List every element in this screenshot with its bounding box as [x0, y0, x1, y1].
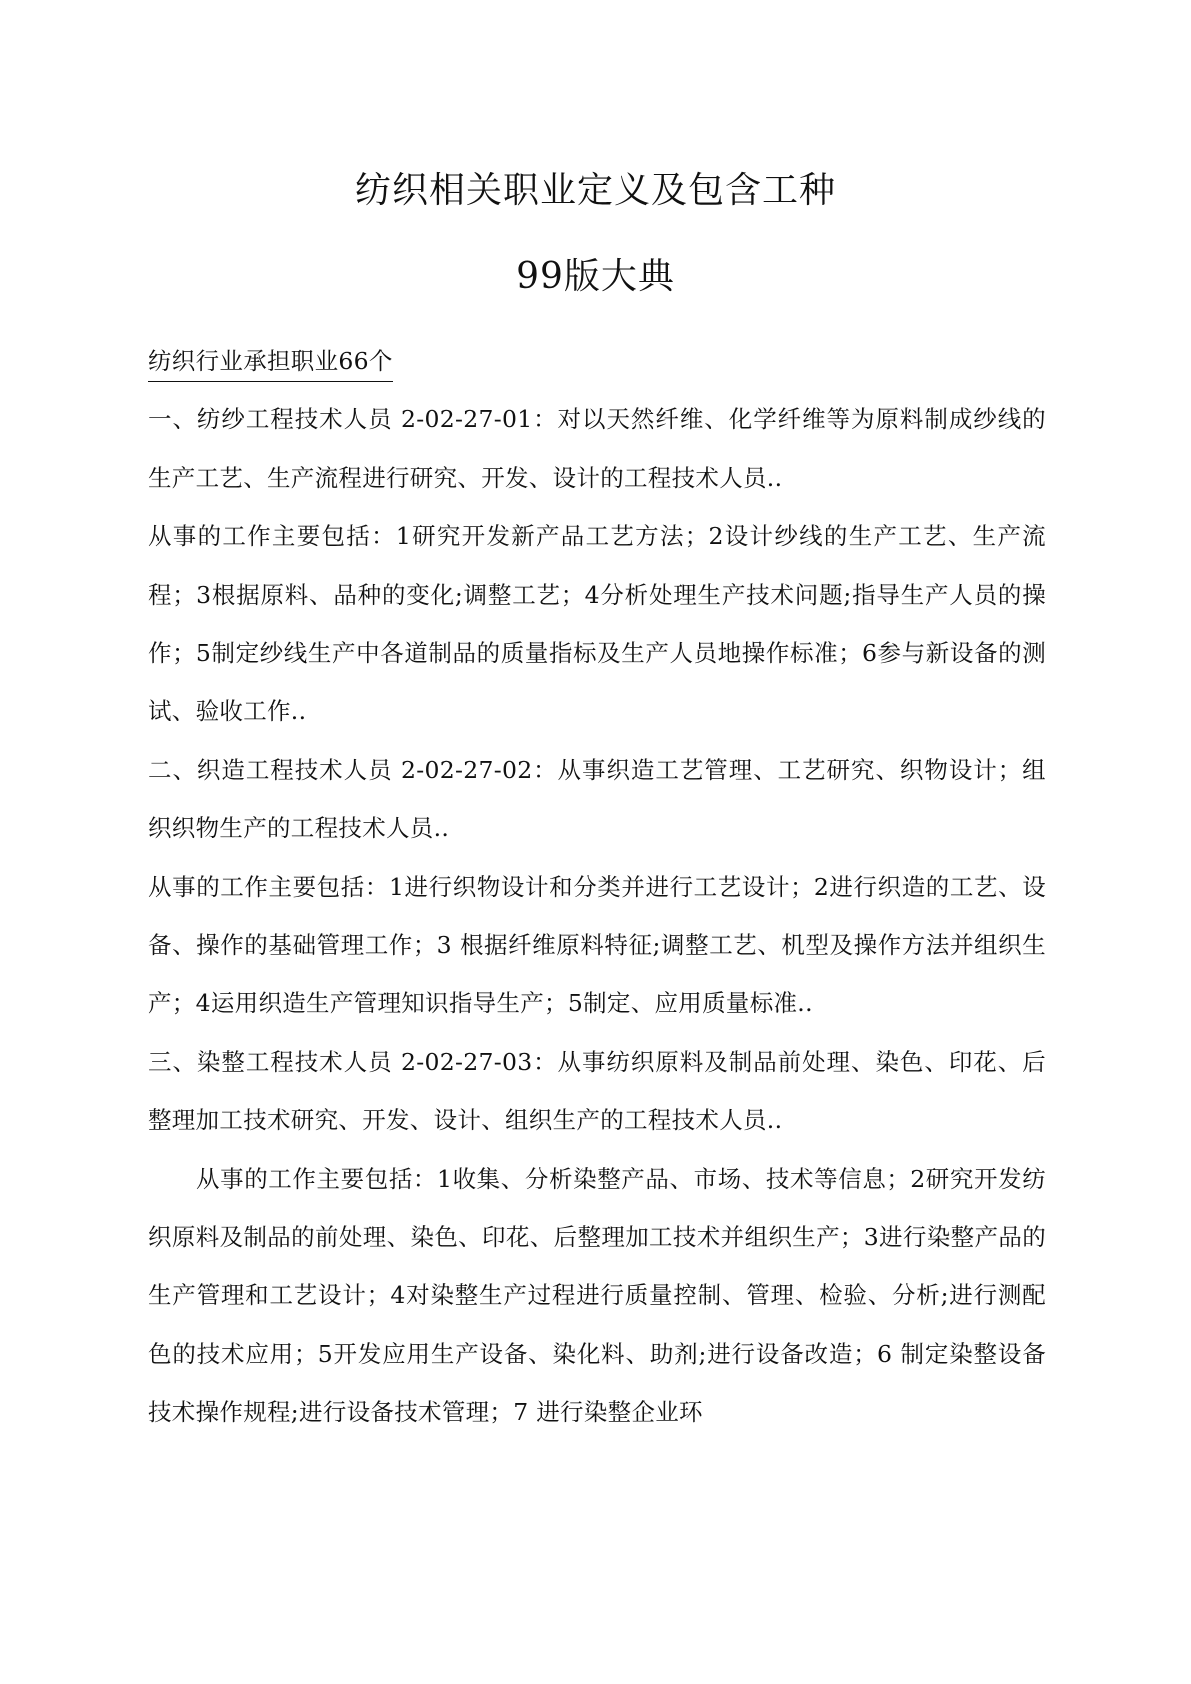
- document-edition-title: 99版大典: [516, 256, 675, 297]
- section-heading-row: [148, 332, 1046, 390]
- paragraph-occupation-1: 一、纺纱工程技术人员 2-02-27-01：对以天然纤维、化学纤维等为原料制成纱线的生产工艺、生产流程进行研究、开发、设计的工程技术人员..: [148, 405, 1046, 492]
- paragraph-occupation-3: 三、染整工程技术人员 2-02-27-03：从事纺织原料及制品前处理、染色、印花、后整理加工技术研究、开发、设计、组织生产的工程技术人员..: [148, 1047, 1046, 1135]
- paragraph-duties-3: 从事的工作主要包括：1收集、分析染整产品、市场、技术等信息；2研究开发纺织原料及制品的前处理、染色、印花、后整理加工技术并组织生产；3进行染整产品的生产管理和工艺设计；4对染整生产过程进行质量控制、管理、检验、分析;进行测配色的技术应用；5开发应用生产设备、染化料、助剂;进行设备改造；6 制定染整设备技术操作规程;进行设备技术管理；7 进行染整企业环: [148, 1164, 1046, 1427]
- document-title: 纺织相关职业定义及包含工种: [354, 170, 836, 211]
- paragraph-duties-1: 从事的工作主要包括：1研究开发新产品工艺方法；2设计纱线的生产工艺、生产流程；3根据原料、品种的变化;调整工艺；4分析处理生产技术问题;指导生产人员的操作；5制定纱线生产中各道制品的质量指标及生产人员地操作标准；6参与新设备的测试、验收工作..: [148, 522, 1046, 726]
- paragraph-occupation-2: 二、织造工程技术人员 2-02-27-02：从事织造工艺管理、工艺研究、织物设计；组织织物生产的工程技术人员..: [148, 755, 1046, 843]
- paragraph-duties-2: 从事的工作主要包括：1进行织物设计和分类并进行工艺设计；2进行织造的工艺、设备、操作的基础管理工作；3 根据纤维原料特征;调整工艺、机型及操作方法并组织生产；4运用织造生产管理知识指导生产；5制定、应用质量标准..: [148, 872, 1046, 1018]
- section-heading: 纺织行业承担职业66个: [148, 341, 393, 382]
- document-body: [148, 332, 1046, 1442]
